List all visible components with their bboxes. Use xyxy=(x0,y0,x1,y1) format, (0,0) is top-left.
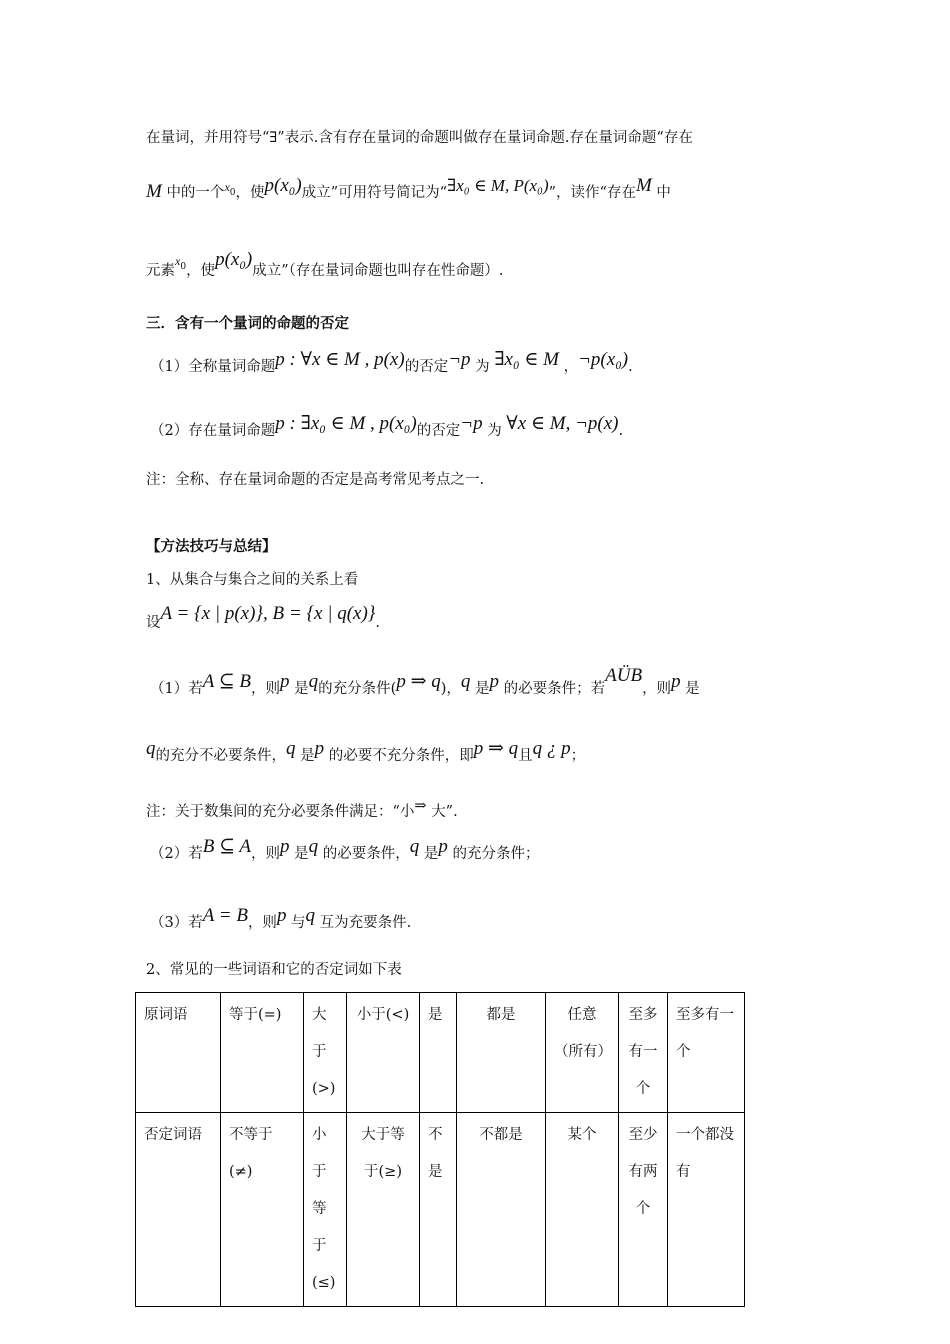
text: ，则 xyxy=(642,681,672,697)
table-cell: 大于(>) xyxy=(304,993,347,1113)
implies-arrow: ⇒ xyxy=(414,798,427,814)
text: （2）存在量词命题 xyxy=(150,423,276,439)
math-result: ¬p(x₀) xyxy=(578,349,629,370)
table-cell: 任意（所有） xyxy=(546,993,619,1113)
math-p: p xyxy=(280,671,290,692)
case-2 xyxy=(150,836,540,864)
text: 是 xyxy=(423,846,439,862)
math-x0: x xyxy=(224,180,230,194)
math-M: M xyxy=(146,181,162,202)
text: 且 xyxy=(518,748,533,764)
negation-word-table xyxy=(135,992,745,1307)
text: 的必要不充分条件，即 xyxy=(328,748,474,764)
math-proposition: p : ∀x ∈ M , p(x) xyxy=(275,349,405,370)
exists-symbol: ∃ xyxy=(269,130,278,146)
table-cell: 至少有两个 xyxy=(619,1113,668,1307)
math-result: ∀x ∈ M, ¬p(x) xyxy=(506,413,619,434)
text: ，则 xyxy=(251,681,281,697)
text: ，使 xyxy=(186,263,216,279)
text: 互为充要条件. xyxy=(319,915,412,931)
text: ，则 xyxy=(251,846,281,862)
section-title: 三．含有一个量词的命题的否定 xyxy=(146,315,349,332)
text: 的否定 xyxy=(404,359,449,375)
math-result: ∃x₀ ∈ M xyxy=(494,349,559,370)
negation-existential xyxy=(150,413,624,441)
text: 与 xyxy=(291,915,306,931)
table-cell: 等于(=) xyxy=(221,993,304,1113)
text: 是 xyxy=(475,681,490,697)
table-cell: 至多有一个 xyxy=(619,993,668,1113)
text: 的充分条件； xyxy=(452,846,540,862)
math-q: q xyxy=(460,671,471,692)
math-subset: B ⊆ A xyxy=(202,836,252,857)
note: 注：全称、存在量词命题的否定是高考常见考点之一. xyxy=(146,472,485,488)
text: 是 xyxy=(294,681,309,697)
math-implication: p ⇒ q xyxy=(396,671,441,692)
item-title: 1、从集合与集合之间的关系上看 xyxy=(146,572,359,588)
math-p: p xyxy=(280,836,290,857)
math-p: p xyxy=(671,671,681,692)
math-proposition: p : ∃x₀ ∈ M , p(x₀) xyxy=(275,413,417,434)
text: 成立”可用符号简记为“ xyxy=(301,185,448,201)
table-cell: 原词语 xyxy=(136,993,221,1113)
math-p: p xyxy=(276,905,287,926)
math-not-implies: q ¿ p xyxy=(532,738,571,759)
table-row xyxy=(136,1113,745,1307)
math-q: q xyxy=(146,738,156,759)
table-cell: 否定词语 xyxy=(136,1113,221,1307)
math-p-x0: p(x₀) xyxy=(215,249,253,270)
math-p: p xyxy=(314,738,325,759)
table-cell: 都是 xyxy=(457,993,546,1113)
table-cell: 大于等于(≥) xyxy=(347,1113,420,1307)
table-row xyxy=(136,993,745,1113)
math-not-p: ¬p xyxy=(460,413,483,434)
text: 注：关于数集间的充分必要条件满足：“小 xyxy=(146,804,415,820)
text: 元素 xyxy=(146,263,175,279)
text: 中的一个 xyxy=(166,185,225,201)
case-1 xyxy=(150,665,700,699)
math-subscript: 0 xyxy=(180,262,187,272)
text: ”表示.含有存在量词的命题叫做存在量词命题.存在量词命题“存在 xyxy=(277,130,693,146)
text: （1）全称量词命题 xyxy=(150,359,276,375)
text: （2）若 xyxy=(150,846,203,862)
math-set-formula: A = {x | p(x)}, B = {x | q(x)} xyxy=(160,603,376,624)
math-x0: x xyxy=(175,254,181,268)
math-not-p: ¬p xyxy=(448,349,471,370)
text: . xyxy=(628,359,633,375)
text: 成立”（存在量词命题也叫存在性命题）. xyxy=(252,263,504,279)
case-3 xyxy=(150,905,412,933)
method-heading: 【方法技巧与总结】 xyxy=(146,538,277,555)
text: （3）若 xyxy=(150,915,203,931)
table-cell: 不是 xyxy=(420,1113,457,1307)
text: 是 xyxy=(300,748,315,764)
table-cell: 小于(<) xyxy=(347,993,420,1113)
math-q: q xyxy=(308,836,319,857)
text: . xyxy=(618,423,624,439)
text: 的必要条件；若 xyxy=(503,681,606,697)
math-q: q xyxy=(409,836,420,857)
math-p: p xyxy=(489,671,500,692)
text: 是 xyxy=(685,681,700,697)
text: ； xyxy=(570,748,586,764)
text: ， xyxy=(563,359,579,375)
math-q: q xyxy=(286,738,296,759)
negation-universal xyxy=(150,349,633,377)
table-cell: 一个都没有 xyxy=(668,1113,745,1307)
math-subset: A ⊆ B xyxy=(202,671,252,692)
math-equal: A = B xyxy=(202,905,248,926)
math-implication: p ⇒ q xyxy=(473,738,519,759)
table-cell: 至多有一个 xyxy=(668,993,745,1113)
table-cell: 是 xyxy=(420,993,457,1113)
math-p-x0: p(x₀) xyxy=(264,175,302,196)
case-1-continued xyxy=(146,738,586,766)
text: ，使 xyxy=(235,185,265,201)
table-cell: 不都是 xyxy=(457,1113,546,1307)
paragraph-line-1 xyxy=(146,128,693,148)
text: 设 xyxy=(146,615,161,631)
set-definition xyxy=(146,603,381,633)
table-cell: 小于等于(≤) xyxy=(304,1113,347,1307)
text: 中 xyxy=(656,185,671,201)
text: . xyxy=(375,615,381,631)
math-subscript: 0 xyxy=(229,188,236,198)
math-formula: ∃x₀ ∈ M, P(x₀) xyxy=(447,176,549,195)
math-q: q xyxy=(305,905,316,926)
text: （1）若 xyxy=(150,681,203,697)
text: 在量词，并用符号“ xyxy=(146,130,270,146)
text: ”，读作“存在 xyxy=(548,185,636,201)
text: 为 xyxy=(475,359,490,375)
text: )， xyxy=(440,681,461,697)
math-p: p xyxy=(438,836,448,857)
text: 的充分不必要条件， xyxy=(155,748,286,764)
math-proper-subset: AÜB xyxy=(605,665,643,686)
note xyxy=(146,798,458,822)
text: 为 xyxy=(487,423,502,439)
table-cell: 某个 xyxy=(546,1113,619,1307)
table-cell: 不等于(≠) xyxy=(221,1113,304,1307)
item-title: 2、常见的一些词语和它的否定词如下表 xyxy=(146,962,402,978)
text: 大”. xyxy=(431,804,458,820)
paragraph-line-3 xyxy=(146,249,504,283)
text: 的否定 xyxy=(416,423,461,439)
text: 是 xyxy=(294,846,309,862)
math-M: M xyxy=(635,175,652,196)
text: ，则 xyxy=(247,915,277,931)
text: 的必要条件， xyxy=(322,846,410,862)
text: 的充分条件( xyxy=(318,681,397,697)
paragraph-line-2 xyxy=(146,175,671,205)
math-q: q xyxy=(308,671,319,692)
